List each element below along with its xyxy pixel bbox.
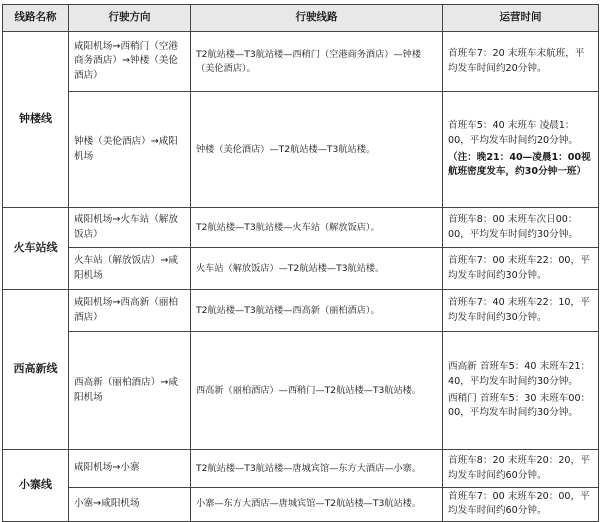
table-row xyxy=(3,92,599,208)
route-cell: T2航站楼—T3航站楼—火车站（解放饭店）。 xyxy=(191,208,443,248)
header-route: 行驶线路 xyxy=(191,5,443,32)
route-cell: 西高新（丽柏酒店）—西稍门—T2航站楼—T3航站楼。 xyxy=(191,332,443,450)
note-text: （注：晚21：40—凌晨1：00视航班密度发车，约30分钟一班） xyxy=(448,152,591,178)
route-cell: T2航站楼—T3航站楼—唐城宾馆—东方大酒店—小寨。 xyxy=(191,450,443,488)
route-cell: 钟楼（美伦酒店）—T2航站楼—T3航站楼。 xyxy=(191,92,443,208)
table-row xyxy=(3,332,599,450)
table-row xyxy=(3,488,599,522)
route-cell: T2航站楼—T3航站楼—西高新（丽柏酒店）。 xyxy=(191,290,443,332)
header-line-name: 线路名称 xyxy=(3,5,69,32)
hours-cell: 首班车7：20 末班车末航班，平均发车时间约20分钟。 xyxy=(443,32,599,92)
header-row xyxy=(3,5,599,32)
direction-cell: 咸阳机场→西稍门（空港商务酒店）→钟楼（美伦酒店） xyxy=(69,32,191,92)
hours-cell: 西高新 首班车5：40 末班车21：40，平均发车时间约30分钟。 西稍门 首班车5：30 末班车00：00，平均发车时间约30分钟。 xyxy=(443,332,599,450)
direction-cell: 火车站（解放饭店）→咸阳机场 xyxy=(69,248,191,290)
table-row xyxy=(3,208,599,248)
line-name-zhonglou: 钟楼线 xyxy=(3,32,69,208)
table-row xyxy=(3,290,599,332)
bus-schedule-table xyxy=(2,4,599,522)
line-name-xigaoxin: 西高新线 xyxy=(3,290,69,450)
hours-cell: 首班车7：00 末班车20：00，平均发车时间约60分钟。 xyxy=(443,488,599,522)
route-cell: 小寨—东方大酒店—唐城宾馆—T2航站楼—T3航站楼。 xyxy=(191,488,443,522)
hours-cell: 首班车7：00 末班车22：00，平均发车时间约30分钟。 xyxy=(443,248,599,290)
line-name-huochezhan: 火车站线 xyxy=(3,208,69,290)
route-cell: 火车站（解放饭店）—T2航站楼—T3航站楼。 xyxy=(191,248,443,290)
hours-cell: 首班车8：20 末班车20：20，平均发车时间约60分钟。 xyxy=(443,450,599,488)
table-row xyxy=(3,450,599,488)
direction-cell: 咸阳机场→火车站（解放饭店） xyxy=(69,208,191,248)
line-name-xiaozhai: 小寨线 xyxy=(3,450,69,522)
hours-cell: 首班车7：40 末班车22：10，平均发车时间约30分钟。 xyxy=(443,290,599,332)
direction-cell: 咸阳机场→小寨 xyxy=(69,450,191,488)
table-row xyxy=(3,248,599,290)
direction-cell: 西高新（丽柏酒店）→咸阳机场 xyxy=(69,332,191,450)
hours-cell: 首班车8：00 末班车次日00：00，平均发车时间约30分钟。 xyxy=(443,208,599,248)
hours-cell: 首班车5：40 末班车 凌晨1：00，平均发车时间约20分钟。 （注：晚21：40—凌晨1：00视航班密度发车，约30分钟一班） xyxy=(443,92,599,208)
direction-cell: 小寨→咸阳机场 xyxy=(69,488,191,522)
direction-cell: 钟楼（美伦酒店）→咸阳机场 xyxy=(69,92,191,208)
header-direction: 行驶方向 xyxy=(69,5,191,32)
route-cell: T2航站楼—T3航站楼—西稍门（空港商务酒店）—钟楼（美伦酒店）。 xyxy=(191,32,443,92)
direction-cell: 咸阳机场→西高新（丽柏酒店） xyxy=(69,290,191,332)
header-hours: 运营时间 xyxy=(443,5,599,32)
table-row xyxy=(3,32,599,92)
